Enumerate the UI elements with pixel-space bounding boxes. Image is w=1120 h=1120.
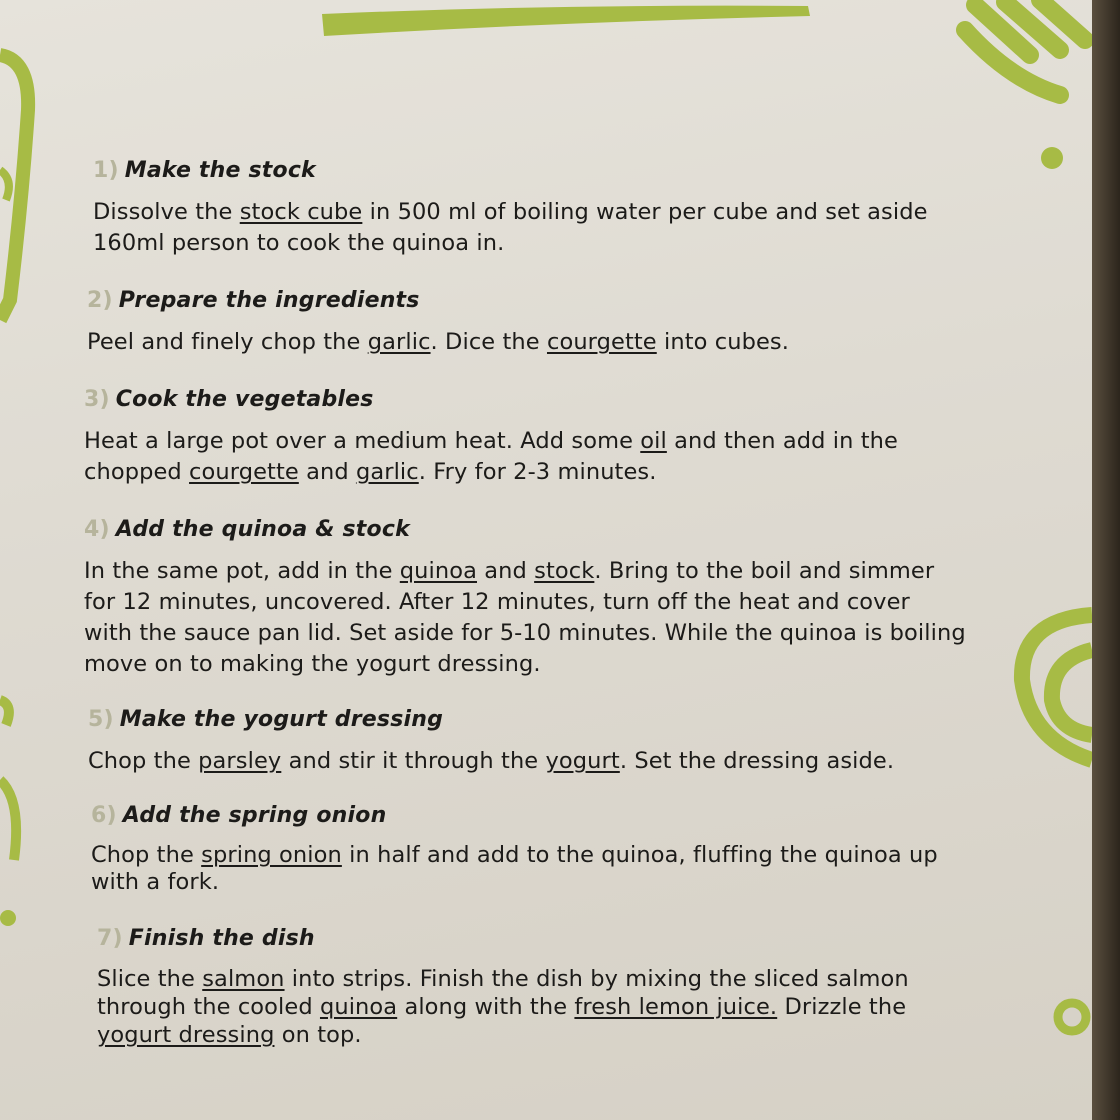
step-3 xyxy=(84,387,898,488)
step-text-run: and xyxy=(477,558,535,584)
step-text-run: Slice the xyxy=(97,966,203,992)
ingredient-link: spring onion xyxy=(201,842,342,868)
step-heading xyxy=(97,926,909,951)
step-text-run: and then add in the xyxy=(666,428,898,454)
step-heading xyxy=(91,803,938,828)
ingredient-link: yogurt xyxy=(545,748,620,774)
step-heading xyxy=(93,158,928,183)
step-title: Add the quinoa & stock xyxy=(115,517,410,542)
step-6 xyxy=(91,803,938,896)
leaf-illustration-left xyxy=(0,700,16,860)
step-text xyxy=(88,746,894,777)
step-text-run: Dissolve the xyxy=(93,199,240,225)
step-text xyxy=(84,426,898,488)
step-title: Prepare the ingredients xyxy=(118,288,420,313)
step-text-run: in half and add to the quinoa, fluffing the quinoa up xyxy=(341,842,938,868)
bowl-illustration xyxy=(1022,615,1092,760)
step-text-run: on top. xyxy=(274,1022,362,1048)
step-text-run: . Bring to the boil and simmer xyxy=(594,558,935,584)
step-text-run: for 12 minutes, uncovered. After 12 minutes, turn off the heat and cover xyxy=(84,589,910,615)
ingredient-link: garlic xyxy=(355,459,419,485)
step-title: Finish the dish xyxy=(128,926,315,951)
ingredient-link: garlic xyxy=(367,329,431,355)
step-text xyxy=(87,327,789,358)
step-text-run: Peel and finely chop the xyxy=(87,329,368,355)
step-text-run: chopped xyxy=(84,459,190,485)
step-text-run: into cubes. xyxy=(656,329,789,355)
brush-stroke-top xyxy=(322,6,810,36)
step-4 xyxy=(84,517,966,680)
step-title: Add the spring onion xyxy=(122,803,387,828)
ingredient-link: parsley xyxy=(198,748,282,774)
step-heading xyxy=(88,707,894,732)
step-text xyxy=(97,965,909,1049)
step-text xyxy=(84,556,966,680)
step-number: 1) xyxy=(93,158,119,183)
step-text-run: with a fork. xyxy=(91,869,220,895)
step-2 xyxy=(87,288,789,358)
fork-illustration xyxy=(965,0,1085,95)
step-text xyxy=(91,842,938,896)
step-title: Cook the vegetables xyxy=(115,387,374,412)
step-1 xyxy=(93,158,928,259)
step-text-run: Drizzle the xyxy=(777,994,907,1020)
ring-right xyxy=(1058,1003,1086,1031)
step-number: 2) xyxy=(87,288,113,313)
step-text-run: Chop the xyxy=(88,748,199,774)
step-number: 5) xyxy=(88,707,114,732)
step-text-run: move on to making the yogurt dressing. xyxy=(84,651,541,677)
step-text-run: with the sauce pan lid. Set aside for 5-10 minutes. While the quinoa is boiling xyxy=(84,620,966,646)
step-5 xyxy=(88,707,894,777)
step-text-run: and xyxy=(298,459,356,485)
step-text-run: into strips. Finish the dish by mixing the sliced salmon xyxy=(284,966,909,992)
step-number: 3) xyxy=(84,387,110,412)
step-text-run: . Fry for 2-3 minutes. xyxy=(418,459,657,485)
step-text-run: . Dice the xyxy=(430,329,547,355)
bottle-illustration-left xyxy=(0,55,28,320)
ingredient-link: yogurt dressing xyxy=(97,1022,275,1048)
step-text-run: in 500 ml of boiling water per cube and set aside xyxy=(362,199,928,225)
step-heading xyxy=(84,387,898,412)
step-title: Make the stock xyxy=(124,158,316,183)
ingredient-link: stock cube xyxy=(239,199,363,225)
step-text xyxy=(93,197,928,259)
ingredient-link: oil xyxy=(640,428,667,454)
ingredient-link: quinoa xyxy=(319,994,398,1020)
step-number: 7) xyxy=(97,926,123,951)
step-text-run: along with the xyxy=(397,994,575,1020)
step-text-run: Chop the xyxy=(91,842,202,868)
ingredient-link: quinoa xyxy=(399,558,477,584)
step-text-run: and stir it through the xyxy=(281,748,546,774)
ingredient-link: courgette xyxy=(546,329,657,355)
ingredient-link: salmon xyxy=(202,966,285,992)
table-background xyxy=(1092,0,1120,1120)
step-text-run: In the same pot, add in the xyxy=(84,558,400,584)
ingredient-link: courgette xyxy=(189,459,299,485)
step-text-run: 160ml person to cook the quinoa in. xyxy=(93,230,505,256)
ingredient-link: stock xyxy=(534,558,595,584)
step-heading xyxy=(87,288,789,313)
step-heading xyxy=(84,517,966,542)
step-number: 4) xyxy=(84,517,110,542)
step-7 xyxy=(97,926,909,1049)
step-number: 6) xyxy=(91,803,117,828)
dot-right xyxy=(1041,147,1063,169)
step-text-run: . Set the dressing aside. xyxy=(619,748,895,774)
step-text-run: Heat a large pot over a medium heat. Add some xyxy=(84,428,641,454)
step-text-run: through the cooled xyxy=(97,994,320,1020)
dot-left xyxy=(0,910,16,926)
step-title: Make the yogurt dressing xyxy=(119,707,444,732)
ingredient-link: fresh lemon juice. xyxy=(574,994,778,1020)
